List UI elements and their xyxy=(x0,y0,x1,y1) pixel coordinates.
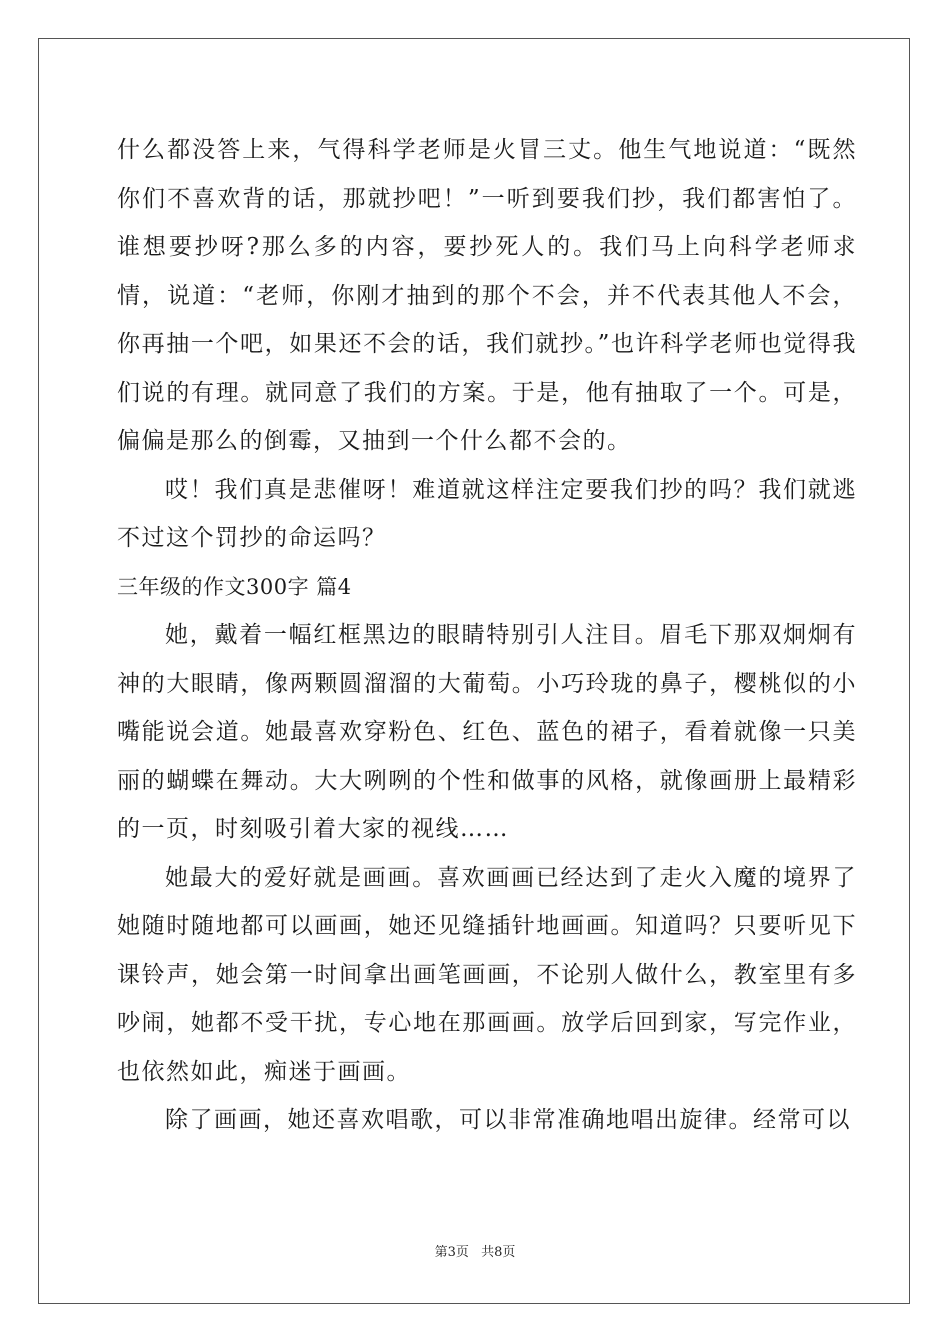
paragraph-3: 她，戴着一幅红框黑边的眼睛特别引人注目。眉毛下那双炯炯有神的大眼睛，像两颗圆溜溜的大葡萄。小巧玲珑的鼻子，樱桃似的小嘴能说会道。她最喜欢穿粉色、红色、蓝色的裙子，看着就像一只美丽的蝴蝶在舞动。大大咧咧的个性和做事的风格，就像画册上最精彩的一页，时刻吸引着大家的视线…… xyxy=(117,622,857,842)
section-heading: 三年级的作文300字 篇4 xyxy=(117,574,352,599)
paragraph-2: 哎！我们真是悲催呀！难道就这样注定要我们抄的吗？我们就逃不过这个罚抄的命运吗？ xyxy=(117,476,857,551)
page-footer xyxy=(0,1241,950,1260)
document-body xyxy=(117,126,857,1145)
paragraph-1: 什么都没答上来，气得科学老师是火冒三丈。他生气地说道：“既然你们不喜欢背的话，那就抄吧！”一听到要我们抄，我们都害怕了。谁想要抄呀?那么多的内容，要抄死人的。我们马上向科学老师求情，说道：“老师，你刚才抽到的那个不会，并不代表其他人不会，你再抽一个吧，如果还不会的话，我们就抄。”也许科学老师也觉得我们说的有理。就同意了我们的方案。于是，他有抽取了一个。可是，偏偏是那么的倒霉，又抽到一个什么都不会的。 xyxy=(117,137,857,454)
paragraph-4: 她最大的爱好就是画画。喜欢画画已经达到了走火入魔的境界了她随时随地都可以画画，她还见缝插针地画画。知道吗？只要听见下课铃声，她会第一时间拿出画笔画画，不论别人做什么，教室里有多吵闹，她都不受干扰，专心地在那画画。放学后回到家，写完作业，也依然如此，痴迷于画画。 xyxy=(117,864,857,1085)
page-number: 第3页 xyxy=(434,1245,469,1260)
total-pages: 共8页 xyxy=(481,1245,516,1260)
paragraph-5: 除了画画，她还喜欢唱歌，可以非常准确地唱出旋律。经常可以 xyxy=(165,1107,851,1133)
